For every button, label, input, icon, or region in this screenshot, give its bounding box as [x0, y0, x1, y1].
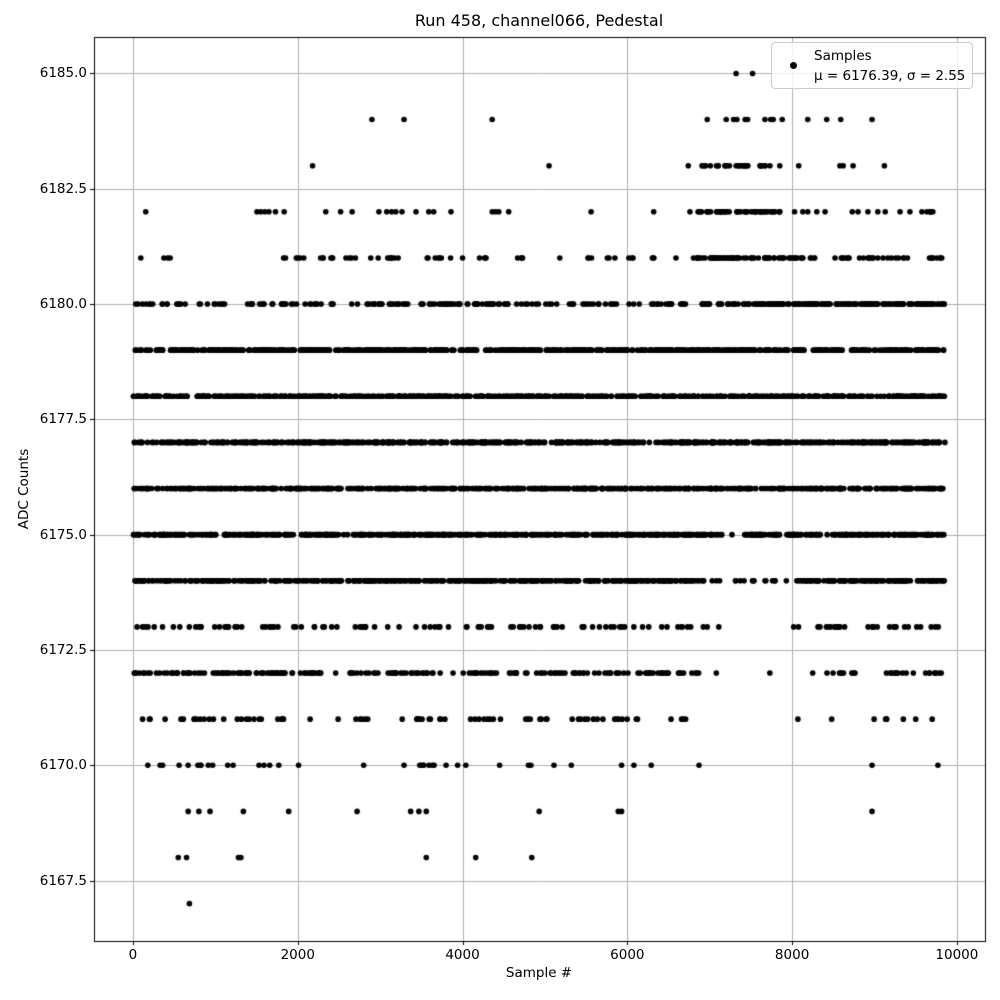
- y-tick-label: 6177.5: [39, 411, 87, 428]
- x-tick-label: 2000: [280, 947, 315, 963]
- legend-marker-column: [772, 62, 814, 69]
- x-tick-label: 4000: [445, 947, 480, 963]
- x-tick-label: 10000: [935, 947, 979, 963]
- x-tick-label: 6000: [610, 947, 645, 963]
- y-tick-label: 6180.0: [39, 296, 87, 313]
- sample-marker-icon: [790, 62, 797, 69]
- legend-entry-stats: μ = 6176.39, σ = 2.55: [814, 67, 966, 84]
- y-tick-label: 6175.0: [39, 526, 87, 543]
- legend-box: [771, 42, 973, 89]
- y-axis-label: ADC Counts: [16, 448, 32, 530]
- y-tick-label: 6170.0: [39, 757, 87, 774]
- chart-title: Run 458, channel066, Pedestal: [414, 11, 664, 30]
- y-tick-label: 6185.0: [39, 65, 87, 82]
- y-tick-label: 6167.5: [39, 872, 87, 889]
- y-tick-label: 6182.5: [39, 180, 87, 197]
- y-tick-label: 6172.5: [39, 641, 87, 658]
- x-axis-label: Sample #: [505, 965, 573, 981]
- legend-entry-label: Samples: [814, 47, 872, 64]
- legend-text: [814, 46, 965, 86]
- x-tick-label: 8000: [774, 947, 810, 963]
- x-tick-label: 0: [128, 947, 138, 963]
